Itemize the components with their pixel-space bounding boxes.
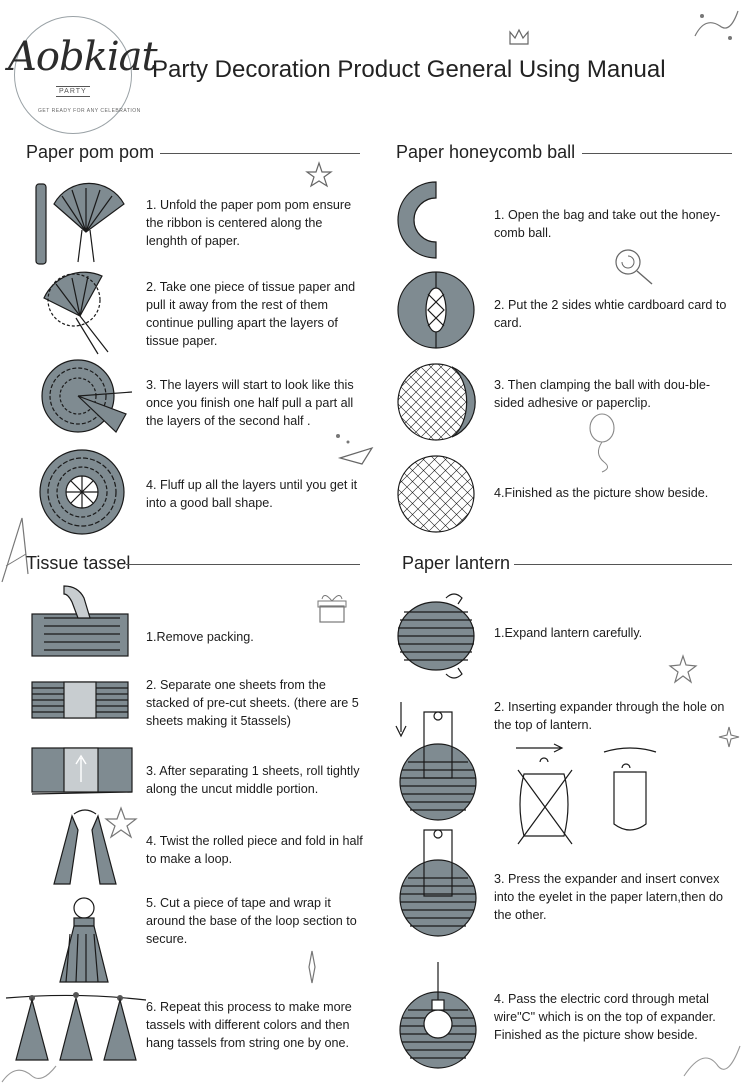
brand-name: Aobkiat [8, 34, 157, 80]
pompom-half-illustration [36, 356, 136, 440]
pompom-step-4: 4. Fluff up all the layers until you get it into a good ball shape. [146, 478, 358, 510]
pompom-ball-illustration [38, 448, 128, 538]
tassel-package-illustration [30, 582, 130, 660]
expander-wrong-illustration [512, 744, 582, 852]
tassel-step-1: 1.Remove packing. [146, 630, 254, 644]
lantern-step-2: 2. Inserting expander through the hole on the top of lantern. [494, 700, 725, 732]
spiral-star-icon [668, 654, 698, 686]
honeycomb-open-illustration [396, 270, 476, 350]
lantern-step-1: 1.Expand lantern carefully. [494, 626, 643, 640]
tassel-step-6: 6. Repeat this process to make more tassels with different colors and then hang tassels from string one by one. [146, 1000, 352, 1050]
lantern-press-illustration [396, 826, 480, 938]
tassel-sheets-illustration [30, 680, 130, 720]
brand-sub: PARTY [56, 86, 90, 97]
pompom-step-2: 2. Take one piece of tissue paper and pull it away from the rest of them continue pulling apart the layers of tissue paper. [146, 280, 356, 348]
pompom-fan-illustration [36, 270, 136, 356]
honeycomb-step-2: 2. Put the 2 sides whtie cardboard card to card. [494, 298, 727, 330]
honeycomb-finished-illustration [396, 454, 476, 534]
tassel-twist-illustration [50, 810, 120, 888]
section-divider [514, 564, 732, 565]
honeycomb-clamp-illustration [396, 362, 476, 442]
section-title-lantern: Paper lantern [402, 553, 511, 573]
pompom-step-3: 3. The layers will start to look like this once you finish one half pull a part all the layers of the second half . [146, 378, 354, 428]
lantern-step-3: 3. Press the expander and insert convex into the eyelet in the paper latern,then do the other. [494, 872, 723, 922]
tassel-roll-illustration [30, 746, 134, 798]
balloon-icon [582, 412, 622, 472]
honeycomb-step-4: 4.Finished as the picture show beside. [494, 486, 709, 500]
sparkle-icon [300, 950, 324, 984]
honeycomb-closed-illustration [396, 180, 446, 260]
section-title-pompom: Paper pom pom [26, 142, 155, 162]
section-title-tassel: Tissue tassel [26, 553, 131, 573]
crown-icon [508, 28, 530, 46]
gift-icon [316, 594, 348, 624]
lantern-expand-illustration [396, 588, 476, 684]
brand-tagline: GET READY FOR ANY CELEBRATION [38, 108, 141, 114]
lollipop-icon [612, 246, 656, 286]
section-title-honeycomb: Paper honeycomb ball [396, 142, 576, 162]
tassel-tape-illustration [56, 894, 116, 984]
pompom-folded-illustration [32, 182, 132, 266]
section-divider [160, 153, 360, 154]
tassel-garland-illustration [6, 990, 146, 1064]
honeycomb-step-3: 3. Then clamping the ball with dou-ble-sided adhesive or paperclip. [494, 378, 711, 410]
honeycomb-step-1: 1. Open the bag and take out the honey-comb ball. [494, 208, 721, 240]
lantern-finished-illustration [396, 962, 480, 1072]
tassel-step-2: 2. Separate one sheets from the stacked of pre-cut sheets. (there are 5 sheets making it 5tassels) [146, 678, 359, 728]
lantern-step-4: 4. Pass the electric cord through metal wire"C" which is on the top of expander. Finished as the picture show beside. [494, 992, 716, 1042]
lantern-insert-illustration [396, 704, 480, 820]
page-title: Party Decoration Product General Using Manual [152, 56, 666, 83]
section-divider [126, 564, 360, 565]
confetti-icon [690, 6, 740, 46]
tassel-step-4: 4. Twist the rolled piece and fold in half to make a loop. [146, 834, 363, 866]
tassel-step-5: 5. Cut a piece of tape and wrap it around the base of the loop section to secure. [146, 896, 357, 946]
expander-correct-illustration [600, 744, 660, 840]
pompom-step-1: 1. Unfold the paper pom pom ensure the ribbon is centered along the lenghth of paper. [146, 198, 352, 248]
party-horn-icon [332, 428, 380, 468]
tassel-step-3: 3. After separating 1 sheets, roll tightly along the uncut middle portion. [146, 764, 360, 796]
star-icon [306, 162, 332, 188]
section-divider [582, 153, 732, 154]
